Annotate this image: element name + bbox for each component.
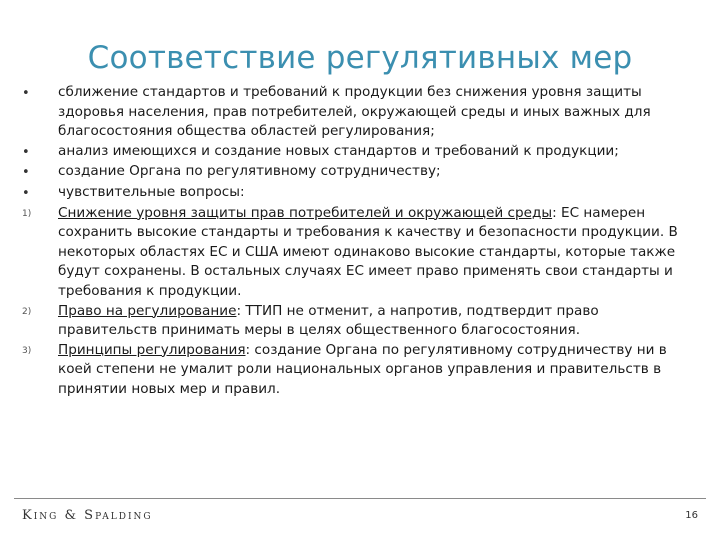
bullet-item — [22, 142, 694, 163]
page-number: 16 — [685, 510, 698, 521]
bullet-item — [22, 183, 694, 204]
bullet-item — [22, 162, 694, 183]
bullet-text: чувствительные вопросы: — [58, 183, 245, 200]
bullet-marker: • — [22, 144, 30, 160]
numbered-heading: Право на регулирование — [58, 302, 237, 319]
bullet-item — [22, 83, 694, 142]
slide-content — [22, 83, 694, 400]
bullet-text: сближение стандартов и требований к продукции без снижения уровня защиты здоровья населения, прав потребителей, окружающей среды и иных важных для благосостояния общества областей регулирования; — [58, 84, 651, 140]
numbered-body: : создание Органа по регулятивному сотрудничеству ни в коей степени не умалит роли национальных органов управления и правительств в принятии новых мер и правил. — [58, 341, 667, 397]
numbered-text — [58, 341, 694, 400]
footer-divider — [14, 498, 706, 499]
slide-title: Соответствие регулятивных мер — [87, 40, 633, 76]
bullet-text: создание Органа по регулятивному сотрудничеству; — [58, 163, 441, 180]
numbered-text — [58, 204, 694, 302]
numbered-item — [22, 204, 694, 302]
bullet-marker: • — [22, 185, 30, 201]
numbered-text — [58, 302, 694, 341]
numbered-item — [22, 302, 694, 341]
number-marker: 2) — [22, 306, 32, 317]
numbered-body: : ЕС намерен сохранить высокие стандарты и требования к качеству и безопасности продукции. В некоторых областях ЕС и США имеют одинаково высокие стандарты, которые также будут сохранены. В остальных случаях ЕС имеет право применять свои стандарты и требования к продукции. — [58, 204, 678, 299]
number-marker: 3) — [22, 345, 32, 356]
numbered-heading: Принципы регулирования — [58, 341, 246, 358]
company-logo: King & Spalding — [22, 508, 153, 523]
numbered-heading: Снижение уровня защиты прав потребителей и окружающей среды — [58, 204, 553, 221]
bullet-marker: • — [22, 86, 30, 101]
numbered-body: : ТТИП не отменит, а напротив, подтвердит право правительств принимать меры в целях общественного благосостояния. — [58, 302, 599, 339]
numbered-item — [22, 341, 694, 400]
bullet-marker: • — [22, 165, 30, 181]
number-marker: 1) — [22, 208, 32, 219]
bullet-text: анализ имеющихся и создание новых стандартов и требований к продукции; — [58, 142, 619, 159]
